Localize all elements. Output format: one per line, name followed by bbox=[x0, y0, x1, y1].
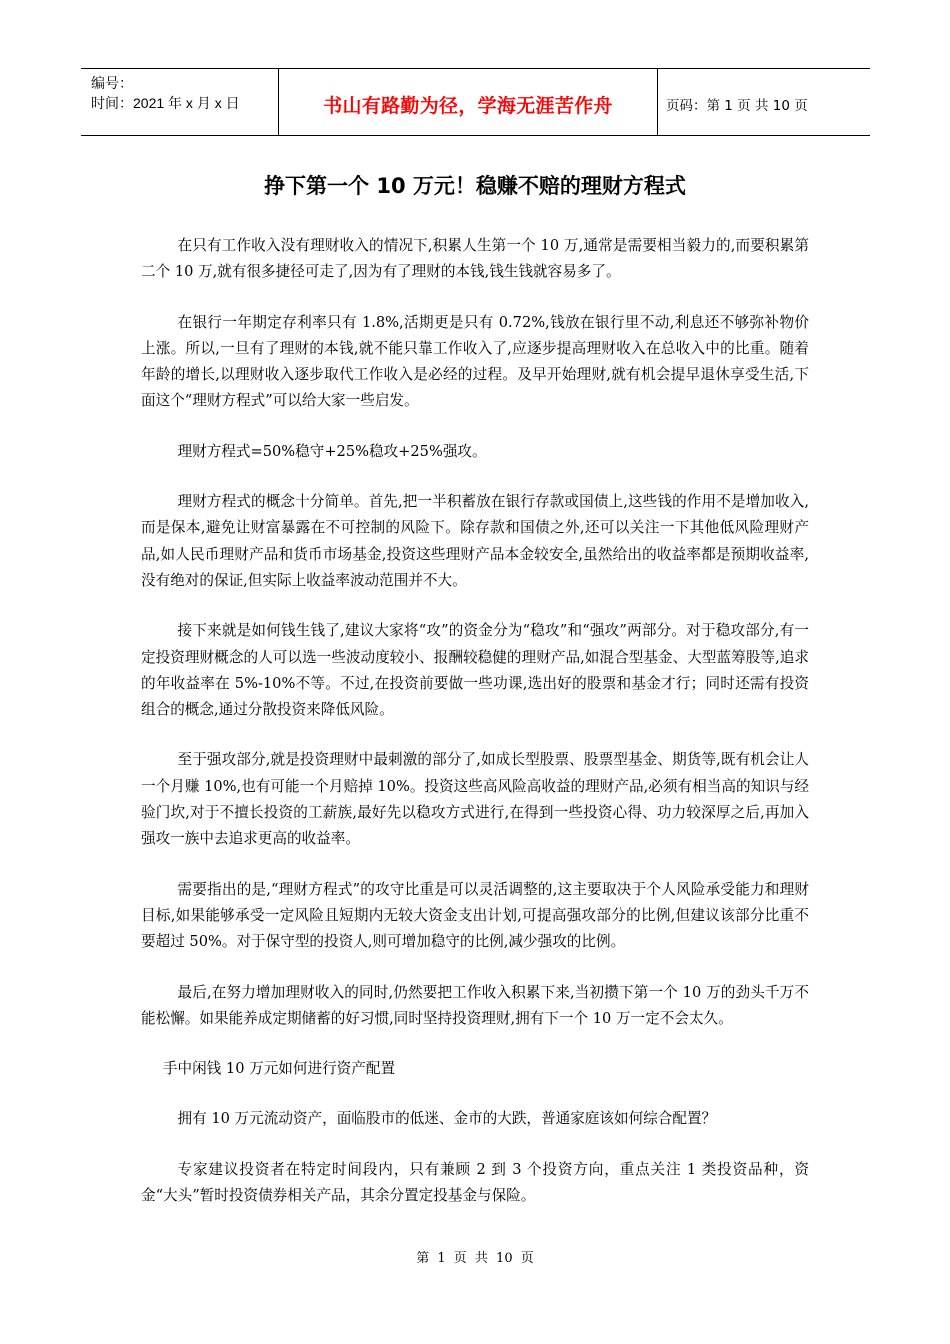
header-page-info bbox=[658, 69, 870, 135]
document-title: 挣下第一个 10 万元！稳赚不赔的理财方程式 bbox=[264, 174, 686, 198]
paragraph: 专家建议投资者在特定时间段内，只有兼顾 2 到 3 个投资方向，重点关注 1 类投资品种，资金“大头”暂时投资债券相关产品，其余分置定投基金与保险。 bbox=[141, 1160, 809, 1205]
paragraph: 需要指出的是,“理财方程式”的攻守比重是可以灵活调整的,这主要取决于个人风险承受能力和理财目标,如果能够承受一定风险且短期内无较大资金支出计划,可提高强攻部分的比例,但建议该部分比重不要超过 50%。对于保守型的投资人,则可增加稳守的比例,减少强攻的比例。 bbox=[141, 880, 809, 951]
paragraph: 理财方程式=50%稳守+25%稳攻+25%强攻。 bbox=[177, 442, 487, 460]
paragraph: 至于强攻部分,就是投资理财中最刺激的部分了,如成长型股票、股票型基金、期货等,既有机会让人一个月赚 10%,也有可能一个月赔掉 10%。投资这些高风险高收益的理财产品,必须有相当高的知识与经验门坎,对于不擅长投资的工薪族,最好先以稳攻方式进行,在得到一些投资心得、功力较深厚之后,再加入强攻一族中去追求更高的收益率。 bbox=[141, 751, 809, 848]
page-footer: 第 1 页 共 10 页 bbox=[416, 1251, 534, 1266]
page-info-text: 页码：第 1 页 共 10 页 bbox=[666, 98, 808, 114]
header-meta bbox=[81, 69, 279, 135]
section-subheading: 手中闲钱 10 万元如何进行资产配置 bbox=[162, 1060, 396, 1078]
document-header bbox=[81, 68, 870, 136]
document-body bbox=[141, 233, 809, 1233]
paragraph: 理财方程式的概念十分简单。首先,把一半积蓄放在银行存款或国债上,这些钱的作用不是增加收入,而是保本,避免让财富暴露在不可控制的风险下。除存款和国债之外,还可以关注一下其他低风险理财产品,如人民币理财产品和货币市场基金,投资这些理财产品本金较安全,虽然给出的收益率都是预期收益率,没有绝对的保证,但实际上收益率波动范围并不大。 bbox=[141, 493, 809, 589]
paragraph: 在只有工作收入没有理财收入的情况下,积累人生第一个 10 万,通常是需要相当毅力的,而要积累第二个 10 万,就有很多捷径可走了,因为有了理财的本钱,钱生钱就容易多了。 bbox=[141, 237, 809, 281]
paragraph: 最后,在努力增加理财收入的同时,仍然要把工作收入积累下来,当初攒下第一个 10 万的劲头千万不能松懈。如果能养成定期储蓄的好习惯,同时坚持投资理财,拥有下一个 10 万一定不会太久。 bbox=[141, 983, 809, 1027]
paragraph: 接下来就是如何钱生钱了,建议大家将“攻”的资金分为“稳攻”和“强攻”两部分。对于稳攻部分,有一定投资理财概念的人可以选一些波动度较小、报酬较稳健的理财产品,如混合型基金、大型蓝筹股等,追求的年收益率在 5%-10%不等。不过,在投资前要做一些功课,选出好的股票和基金才行；同时还需有投资组合的概念,通过分散投资来降低风险。 bbox=[141, 622, 809, 719]
paragraph: 拥有 10 万元流动资产，面临股市的低迷、金市的大跌，普通家庭该如何综合配置？ bbox=[177, 1110, 717, 1128]
header-motto-cell bbox=[279, 69, 658, 135]
number-label: 编号： bbox=[91, 75, 133, 91]
paragraph: 在银行一年期定存利率只有 1.8%,活期更是只有 0.72%,钱放在银行里不动,利息还不够弥补物价上涨。所以,一旦有了理财的本钱,就不能只靠工作收入了,应逐步提高理财收入在总收入中的比重。随着年龄的增长,以理财收入逐步取代工作收入是必经的过程。及早开始理财,就有机会提早退休享受生活,下面这个“理财方程式”可以给大家一些启发。 bbox=[141, 313, 809, 410]
time-label: 时间：2021 年 x 月 x 日 bbox=[91, 95, 240, 111]
motto-text: 书山有路勤为径，学海无涯苦作舟 bbox=[323, 94, 613, 117]
